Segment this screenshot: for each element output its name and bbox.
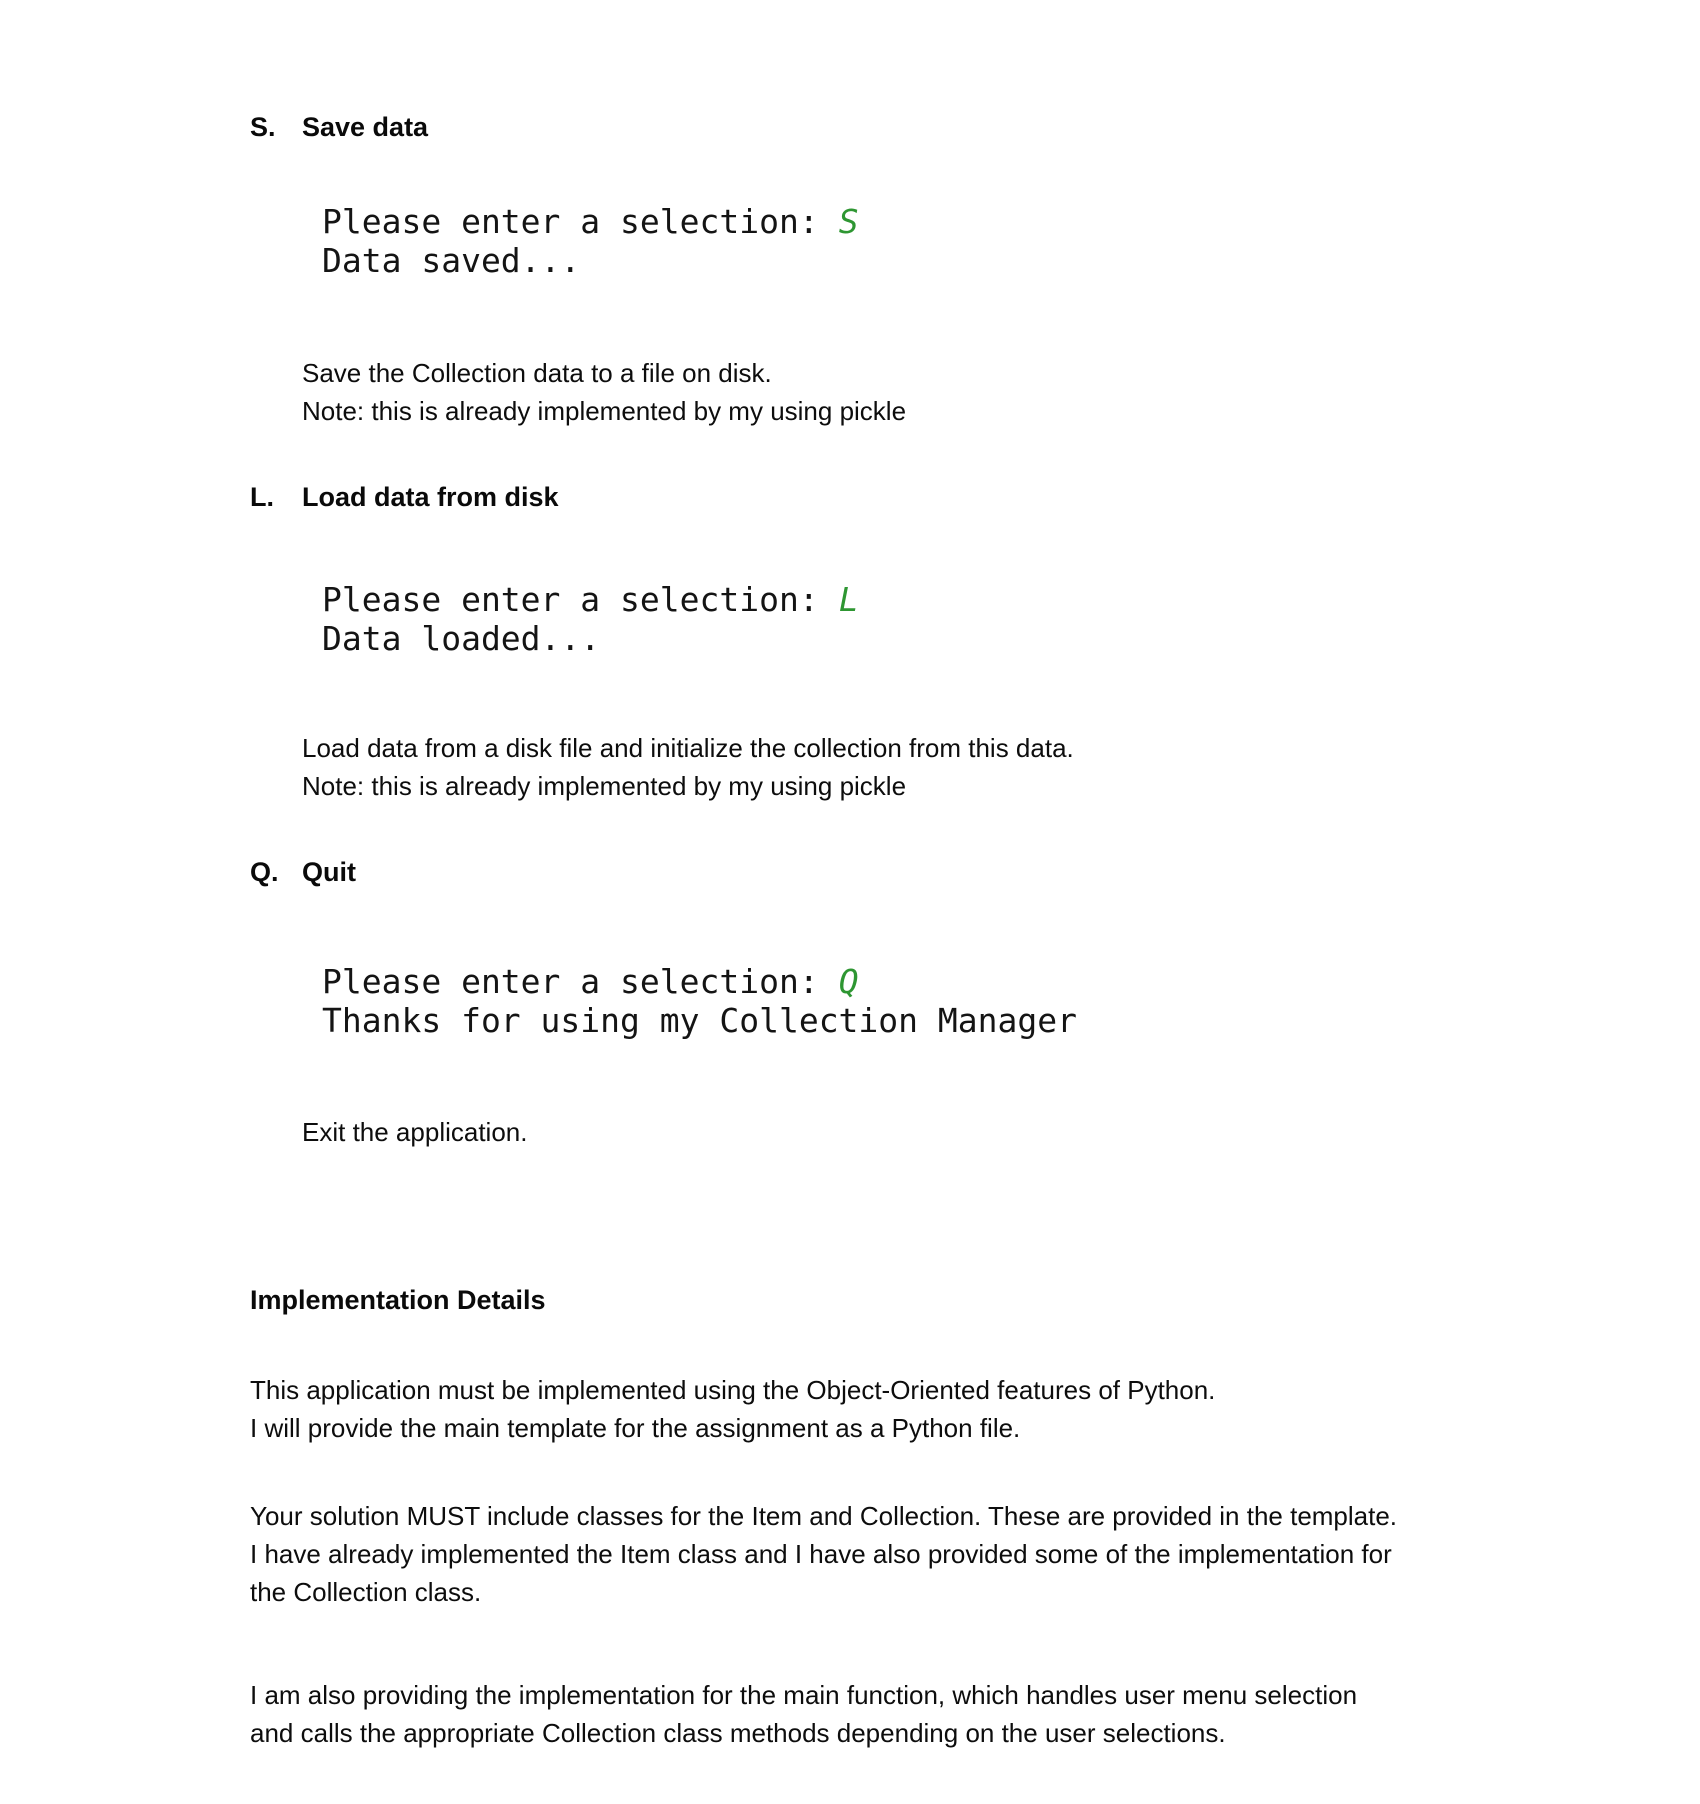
- menu-section-quit: [0, 855, 1700, 1151]
- terminal-output: Thanks for using my Collection Manager: [322, 1001, 1077, 1040]
- implementation-paragraph: [250, 1371, 1580, 1447]
- menu-section-load: [0, 480, 1700, 805]
- terminal-example: [322, 962, 1700, 1040]
- section-title: Load data from disk: [302, 482, 559, 512]
- terminal-example: [322, 580, 1700, 658]
- section-title: Quit: [302, 857, 356, 887]
- implementation-details-heading: Implementation Details: [250, 1285, 546, 1315]
- paragraph-line: I will provide the main template for the assignment as a Python file.: [250, 1413, 1021, 1443]
- paragraph-line: This application must be implemented using the Object-Oriented features of Python.: [250, 1375, 1216, 1405]
- section-letter: S.: [250, 112, 276, 142]
- description-line: Load data from a disk file and initialize the collection from this data.: [302, 733, 1074, 763]
- terminal-prompt-line: [322, 202, 1700, 241]
- terminal-prompt-line: [322, 580, 1700, 619]
- menu-section-save: [0, 110, 1700, 430]
- terminal-prompt: Please enter a selection:: [322, 580, 819, 619]
- paragraph-line: the Collection class.: [250, 1577, 482, 1607]
- section-description: [302, 1113, 1700, 1151]
- section-description: [302, 729, 1700, 805]
- terminal-user-input: S: [838, 202, 859, 241]
- section-heading: [250, 855, 1700, 889]
- section-letter: Q.: [250, 857, 279, 887]
- paragraph-line: I have already implemented the Item class and I have also provided some of the implementation for: [250, 1539, 1392, 1569]
- section-description: [302, 354, 1700, 430]
- terminal-user-input: Q: [838, 962, 859, 1001]
- paragraph-line: I am also providing the implementation for the main function, which handles user menu selection: [250, 1680, 1358, 1710]
- terminal-example: [322, 202, 1700, 280]
- terminal-output: Data saved...: [322, 241, 581, 280]
- terminal-prompt-line: [322, 962, 1700, 1001]
- description-line: Note: this is already implemented by my using pickle: [302, 396, 907, 426]
- terminal-prompt: Please enter a selection:: [322, 962, 819, 1001]
- terminal-prompt: Please enter a selection:: [322, 202, 819, 241]
- description-line: Save the Collection data to a file on disk.: [302, 358, 772, 388]
- section-letter: L.: [250, 482, 274, 512]
- paragraph-line: Your solution MUST include classes for the Item and Collection. These are provided in the template.: [250, 1501, 1398, 1531]
- implementation-details-section: [0, 1283, 1700, 1752]
- terminal-user-input: L: [838, 580, 859, 619]
- section-heading: [250, 110, 1700, 144]
- description-line: Note: this is already implemented by my using pickle: [302, 771, 907, 801]
- implementation-paragraph: [250, 1676, 1580, 1752]
- description-line: Exit the application.: [302, 1117, 528, 1147]
- section-heading: [250, 480, 1700, 514]
- implementation-paragraph: [250, 1497, 1580, 1611]
- terminal-output: Data loaded...: [322, 619, 601, 658]
- section-title: Save data: [302, 112, 429, 142]
- paragraph-line: and calls the appropriate Collection class methods depending on the user selections.: [250, 1718, 1226, 1748]
